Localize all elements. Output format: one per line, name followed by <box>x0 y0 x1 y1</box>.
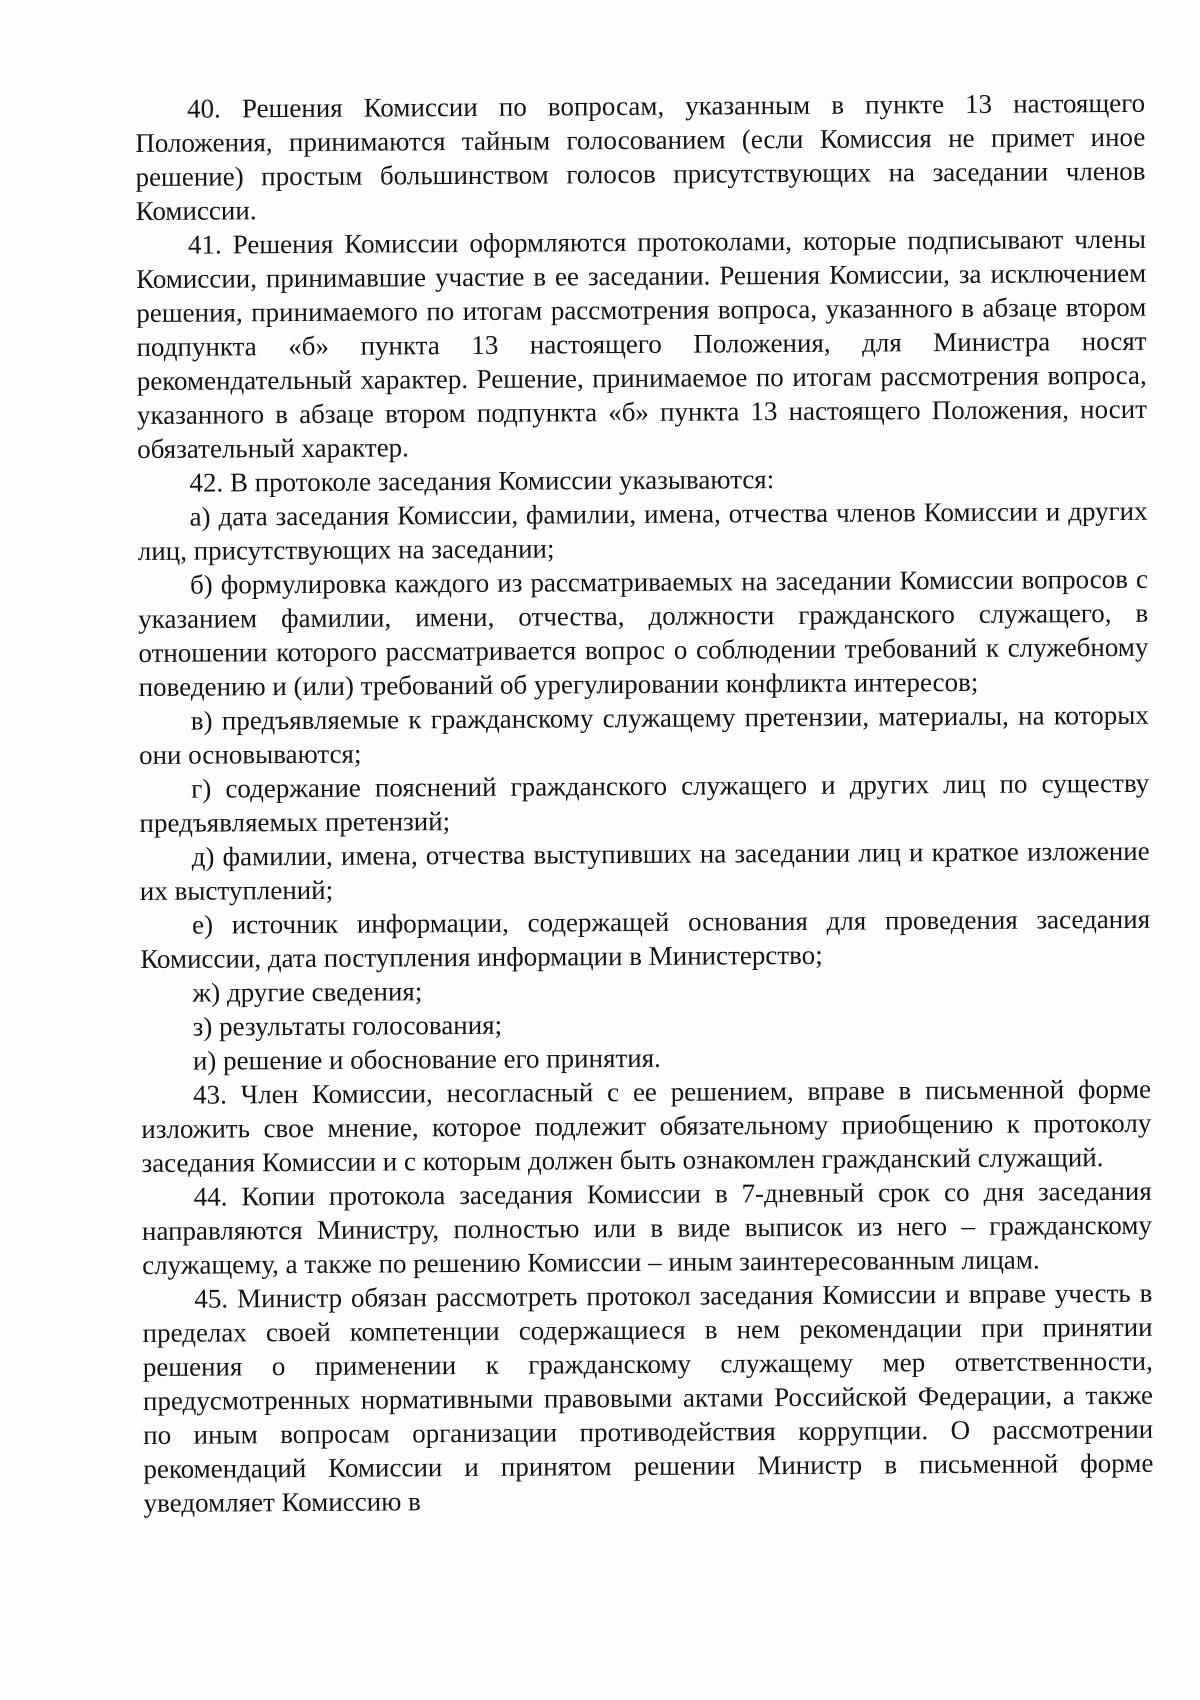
list-item-zh: ж) другие сведения; <box>192 976 423 1008</box>
list-item-b: б) формулировка каждого из рассматриваемых на заседании Комиссии вопросов с указанием фамилии, имени, отчества, должности гражданского служащего, в отношении которого рассматривается вопрос о соблюдении требований к служебному поведению и (или) требований об урегулировании конфликта интересов; <box>138 563 1149 702</box>
document-body <box>135 86 1154 1520</box>
paragraph-44: 44. Копии протокола заседания Комиссии в 7-дневный срок со дня заседания направляются Министру, полностью или в виде выписок из него – гражданскому служащему, а также по решению Комиссии – иным заинтересованным лицам. <box>141 1175 1153 1280</box>
list-item-v: в) предъявляемые к гражданскому служащему претензии, материалы, на которых они основываются; <box>138 699 1149 770</box>
paragraph-40: 40. Решения Комиссии по вопросам, указанным в пункте 13 настоящего Положения, принимаются тайным голосованием (если Комиссия не примет иное решение) простым большинством голосов присутствующих на заседании членов Комиссии. <box>135 87 1146 226</box>
list-item-z: з) результаты голосования; <box>192 1009 503 1042</box>
paragraph-42: 42. В протоколе заседания Комиссии указываются: <box>189 464 775 498</box>
list-item-e: е) источник информации, содержащей основания для проведения заседания Комиссии, дата поступления информации в Министерство; <box>140 903 1151 974</box>
list-item-g: г) содержание пояснений гражданского служащего и других лиц по существу предъявляемых претензий; <box>139 767 1150 838</box>
list-item-i: и) решение и обоснование его принятия. <box>192 1042 661 1076</box>
list-item-a: а) дата заседания Комиссии, фамилии, имена, отчества членов Комиссии и других лиц, присутствующих на заседании; <box>137 495 1148 566</box>
paragraph-41: 41. Решения Комиссии оформляются протоколами, которые подписывают члены Комиссии, принимавшие участие в ее заседании. Решения Комиссии, за исключением решения, принимаемого по итогам рассмотрения вопроса, указанного в абзаце втором подпункта «б» пункта 13 настоящего Положения, для Министра носят рекомендательный характер. Решение, принимаемое по итогам рассмотрения вопроса, указанного в абзаце втором подпункта «б» пункта 13 настоящего Положения, носит обязательный характер. <box>136 223 1148 464</box>
paragraph-43: 43. Член Комиссии, несогласный с ее решением, вправе в письменной форме изложить свое мнение, которое подлежит обязательному приобщению к протоколу заседания Комиссии и с которым должен быть ознакомлен гражданский служащий. <box>141 1073 1152 1178</box>
list-item-d: д) фамилии, имена, отчества выступивших на заседании лиц и краткое изложение их выступлений; <box>139 835 1150 906</box>
paragraph-45: 45. Министр обязан рассмотреть протокол заседания Комиссии и вправе учесть в пределах своей компетенции содержащиеся в нем рекомендации при принятии решения о применении к гражданскому служащему мер ответственности, предусмотренных нормативными правовыми актами Российской Федерации, а также по иным вопросам организации противодействия коррупции. О рассмотрении рекомендаций Комиссии и принятом решении Министр в письменной форме уведомляет Комиссию в <box>142 1277 1154 1518</box>
